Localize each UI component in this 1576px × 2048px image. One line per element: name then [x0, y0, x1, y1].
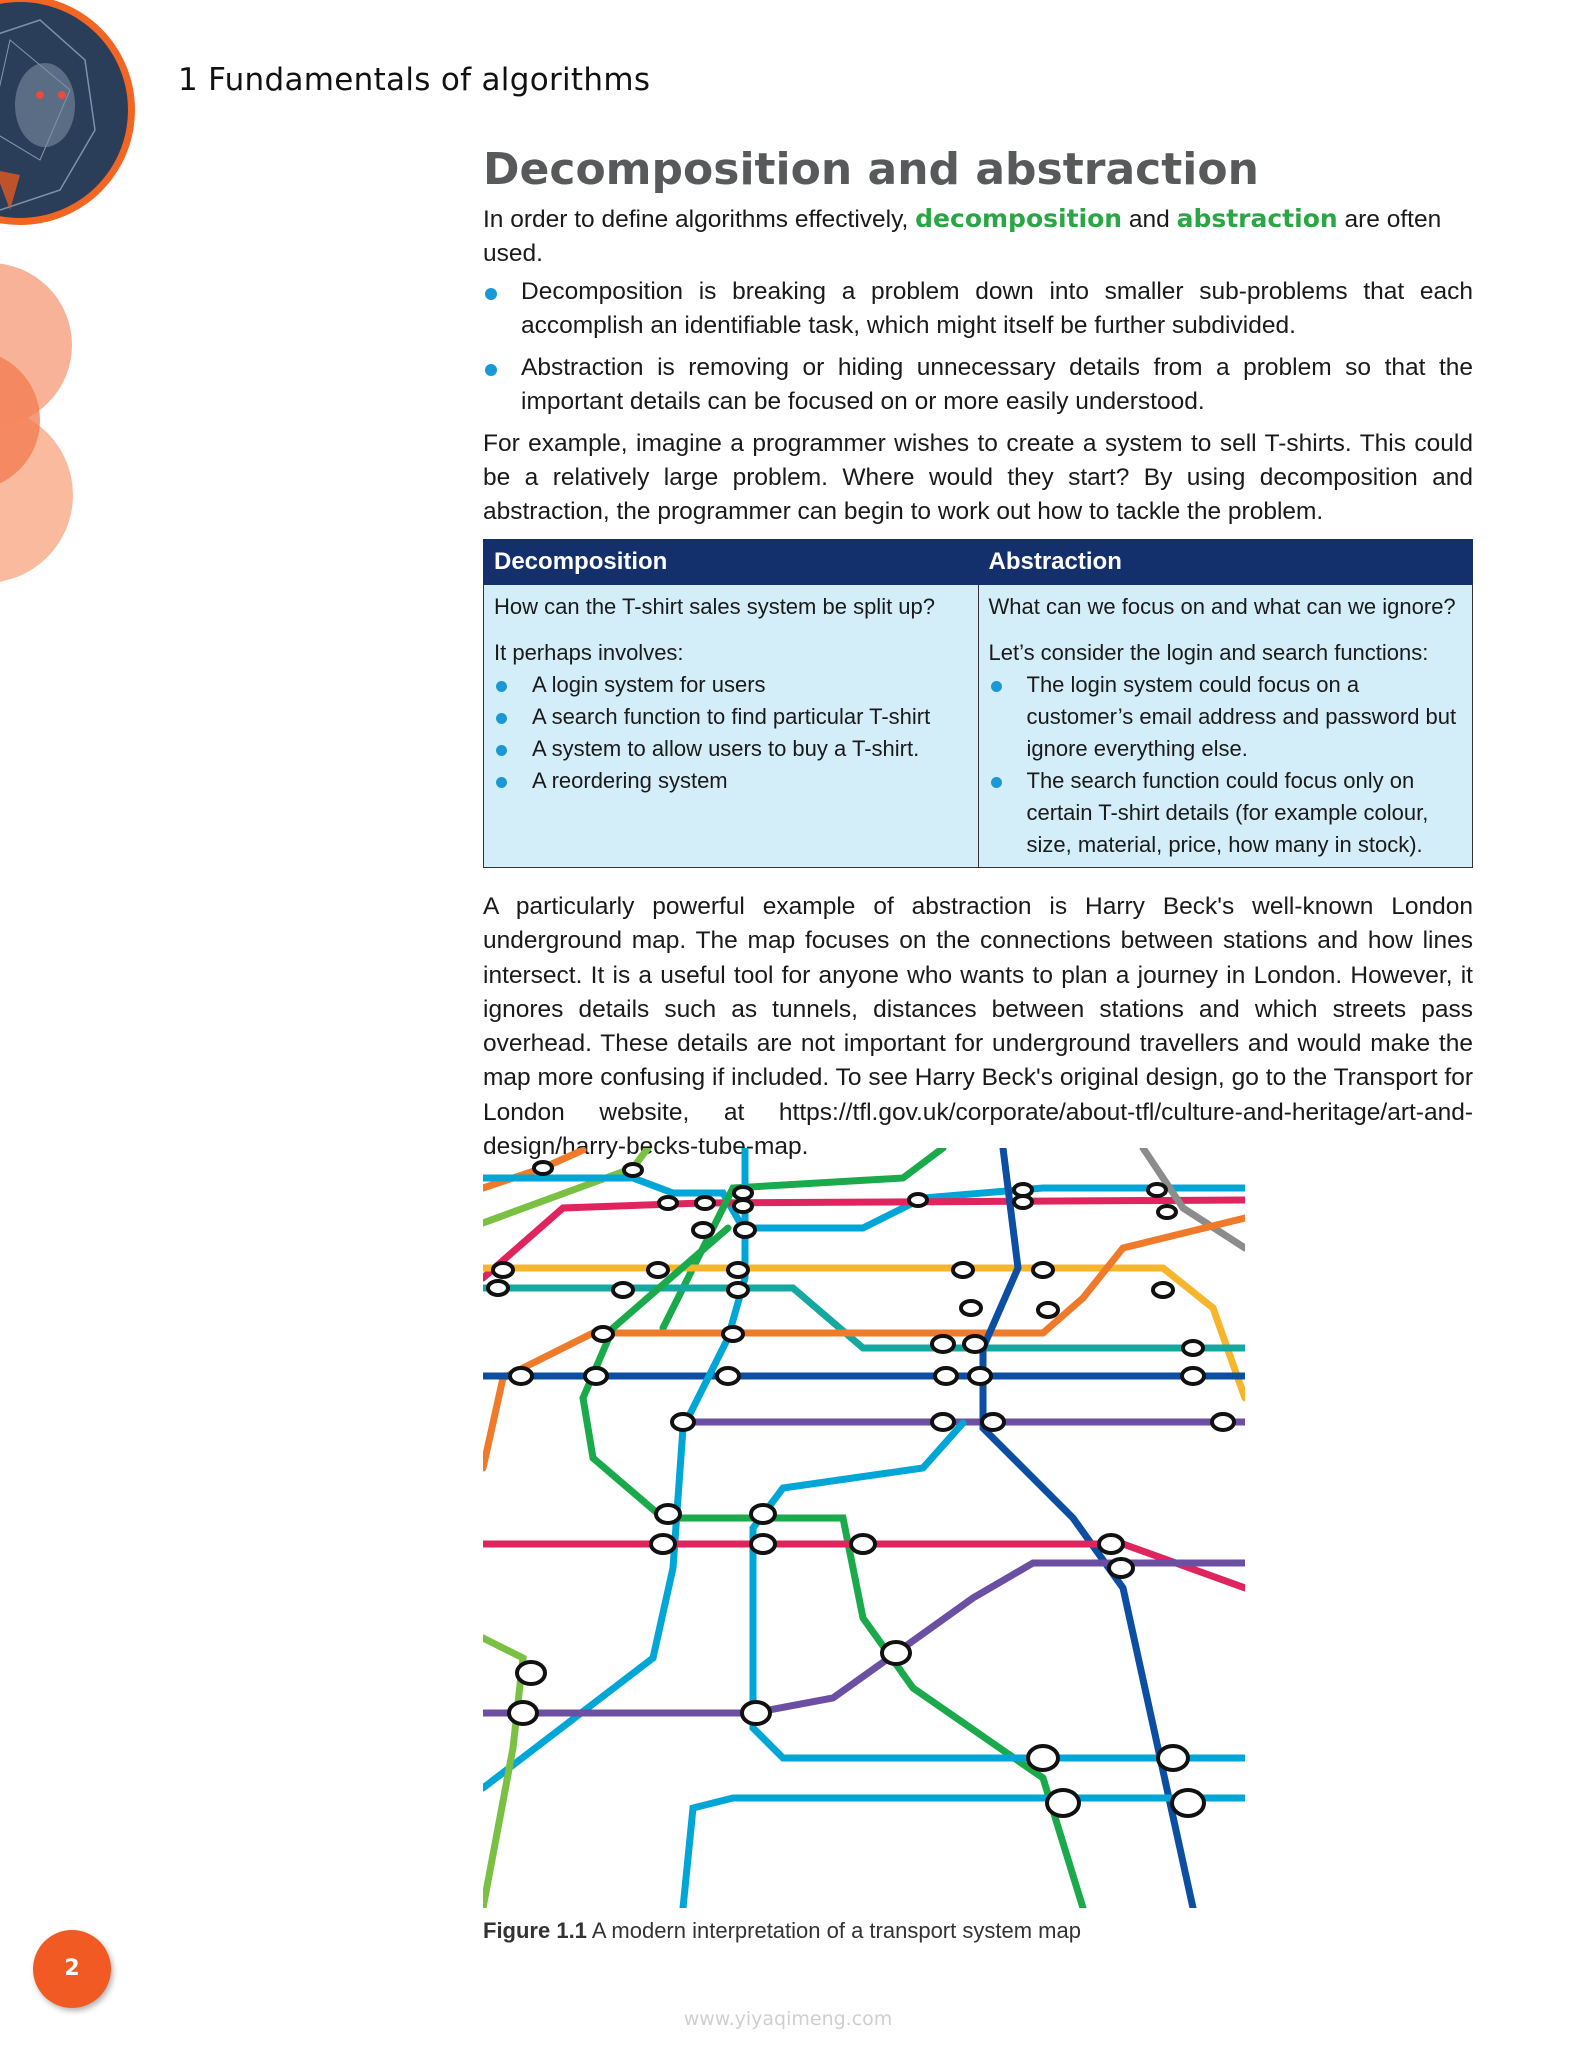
decomposition-abstraction-table — [483, 539, 1473, 868]
table-header-decomposition: Decomposition — [484, 540, 979, 585]
map-line-blue-vert — [983, 1148, 1193, 1908]
list-item: The login system could focus on a customer’s email address and password but ignore everything else. — [989, 669, 1463, 765]
abstraction-lead: Let’s consider the login and search functions: — [988, 640, 1429, 665]
definition-decomposition: Decomposition is breaking a problem down into smaller sub-problems that each accomplish an identifiable task, which might itself be further subdivided. — [483, 275, 1473, 343]
keyword-abstraction: abstraction — [1176, 204, 1338, 233]
list-item: A search function to find particular T-shirt — [494, 701, 968, 733]
beck-map-paragraph: A particularly powerful example of abstraction is Harry Beck's well-known London underground map. The map focuses on the connections between stations and how lines intersect. It is a useful tool for anyone who wants to plan a journey in London. However, it ignores details such as tunnels, distances between stations and which streets pass overhead. These details are not important for underground travellers and would make the map more confusing if included. To see Harry Beck's original design, go to the Transport for London website, at https://tfl.gov.uk/corporate/about-tfl/culture-and-heritage/art-and-design/harry-becks-tube-map. — [483, 893, 1473, 1161]
table-header-abstraction: Abstraction — [978, 540, 1473, 585]
map-line-orange-mid — [483, 1218, 1245, 1468]
abstraction-question: What can we focus on and what can we ignore? — [988, 594, 1456, 619]
decomposition-list — [494, 669, 968, 797]
figure-caption-text: A modern interpretation of a transport system map — [586, 1918, 1081, 1943]
intro-text-end: are often used. — [483, 206, 1442, 267]
figure-label: Figure 1.1 — [483, 1918, 587, 1943]
abstraction-list — [989, 669, 1463, 861]
list-item: A system to allow users to buy a T-shirt. — [494, 733, 968, 765]
chapter-decoration — [0, 0, 160, 640]
list-item: The search function could focus only on certain T-shirt details (for example colour, size, material, price, how many in stock). — [989, 765, 1463, 861]
section-content — [483, 140, 1473, 1164]
page-number: 2 — [33, 1930, 111, 2008]
watermark: www.yiyaqimeng.com — [683, 2008, 893, 2030]
intro-paragraph — [483, 202, 1473, 271]
map-line-teal-low — [683, 1798, 1245, 1908]
list-item: A reordering system — [494, 765, 968, 797]
keyword-decomposition: decomposition — [915, 204, 1123, 233]
definition-abstraction: Abstraction is removing or hiding unnecessary details from a problem so that the important details can be focused on or more easily understood. — [483, 351, 1473, 419]
intro-text-start: In order to define algorithms effectively, — [483, 206, 916, 233]
map-line-cyan-low — [753, 1423, 1245, 1758]
abstraction-cell — [978, 585, 1473, 868]
list-item: A login system for users — [494, 669, 968, 701]
decomposition-question: How can the T-shirt sales system be split up? — [494, 594, 936, 619]
example-paragraph: For example, imagine a programmer wishes to create a system to sell T-shirts. This could be a relatively large problem. Where would they start? By using decomposition and abstraction, the programmer can begin to work out how to tackle the problem. — [483, 430, 1473, 525]
map-stations — [488, 1162, 1234, 1816]
decomposition-cell — [484, 585, 979, 868]
figure-caption — [483, 1918, 1081, 1944]
decomposition-lead: It perhaps involves: — [494, 640, 684, 665]
section-heading: Decomposition and abstraction — [483, 144, 1259, 195]
intro-text-mid: and — [1122, 206, 1177, 233]
transport-map — [483, 1148, 1245, 1908]
definition-list — [483, 275, 1473, 419]
chapter-title: 1 Fundamentals of algorithms — [178, 62, 651, 98]
